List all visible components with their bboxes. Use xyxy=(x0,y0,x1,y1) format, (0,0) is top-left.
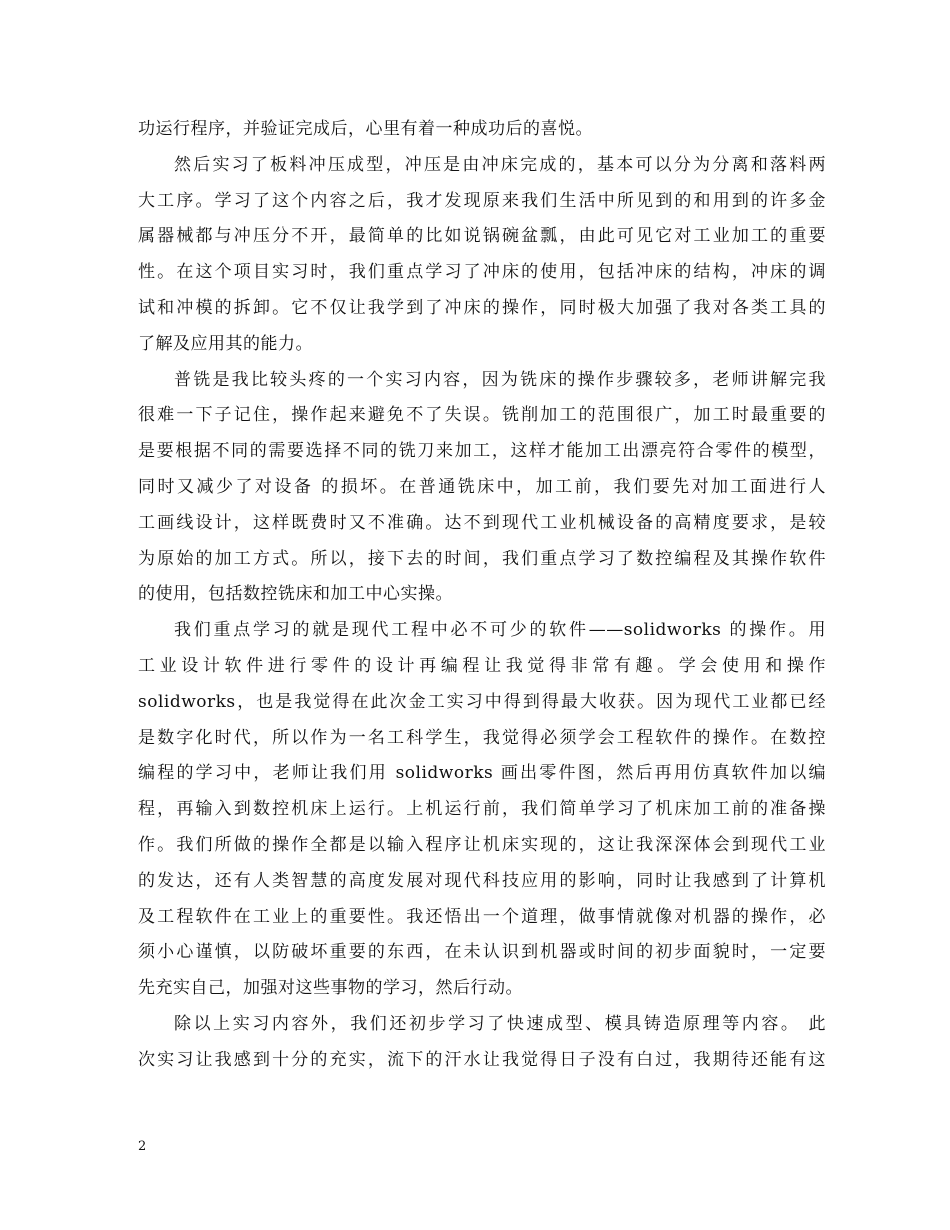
text-line: 性。在这个项目实习时，我们重点学习了冲床的使用，包括冲床的结构，冲床的调 xyxy=(138,262,826,283)
text-line: 次实习让我感到十分的充实，流下的汗水让我觉得日子没有白过，我期待还能有这 xyxy=(138,1049,826,1070)
text-line: 普铣是我比较头疼的一个实习内容，因为铣床的操作步骤较多，老师讲解完我 xyxy=(174,369,826,390)
text-line: 及工程软件在工业上的重要性。我还悟出一个道理，做事情就像对机器的操作，必 xyxy=(138,906,826,927)
text-line: 的使用，包括数控铣床和加工中心实操。 xyxy=(138,584,453,605)
text-line: 是数字化时代，所以作为一名工科学生，我觉得必须学会工程软件的操作。在数控 xyxy=(138,727,826,748)
text-line: 除以上实习内容外，我们还初步学习了快速成型、模具铸造原理等内容。 此 xyxy=(174,1013,826,1034)
text-line: 是要根据不同的需要选择不同的铣刀来加工，这样才能加工出漂亮符合零件的模型， xyxy=(138,441,826,462)
text-line: 我们重点学习的就是现代工程中必不可少的软件——solidworks 的操作。用 xyxy=(174,620,826,641)
text-line: 了解及应用其的能力。 xyxy=(138,333,313,354)
text-line: 为原始的加工方式。所以，接下去的时间，我们重点学习了数控编程及其操作软件 xyxy=(138,548,826,569)
text-line: 作。我们所做的操作全都是以输入程序让机床实现的，这让我深深体会到现代工业 xyxy=(138,834,826,855)
text-line: 大工序。学习了这个内容之后，我才发现原来我们生活中所见到的和用到的许多金 xyxy=(138,190,826,211)
page-number: 2 xyxy=(138,1139,147,1154)
text-line: 然后实习了板料冲压成型，冲压是由冲床完成的，基本可以分为分离和落料两 xyxy=(174,154,826,175)
text-line: 的发达，还有人类智慧的高度发展对现代科技应用的影响，同时让我感到了计算机 xyxy=(138,870,826,891)
text-line: 先充实自己，加强对这些事物的学习，然后行动。 xyxy=(138,978,523,999)
text-line: 须小心谨慎，以防破坏重要的东西，在未认识到机器或时间的初步面貌时，一定要 xyxy=(138,942,826,963)
text-line: 同时又减少了对设备 的损坏。在普通铣床中，加工前，我们要先对加工面进行人 xyxy=(138,476,826,497)
text-line: 工业设计软件进行零件的设计再编程让我觉得非常有趣。学会使用和操作 xyxy=(138,655,826,676)
text-line: 编程的学习中，老师让我们用 solidworks 画出零件图，然后再用仿真软件加以编 xyxy=(138,763,826,784)
text-line: solidworks，也是我觉得在此次金工实习中得到得最大收获。因为现代工业都已经 xyxy=(138,691,826,712)
body-text xyxy=(138,112,826,1079)
text-line: 功运行程序，并验证完成后，心里有着一种成功后的喜悦。 xyxy=(138,119,593,139)
text-line: 工画线设计，这样既费时又不准确。达不到现代工业机械设备的高精度要求，是较 xyxy=(138,512,826,533)
text-line: 程，再输入到数控机床上运行。上机运行前，我们简单学习了机床加工前的准备操 xyxy=(138,799,826,820)
text-line: 属器械都与冲压分不开，最简单的比如说锅碗盆瓢，由此可见它对工业加工的重要 xyxy=(138,226,826,247)
text-line: 试和冲模的拆卸。它不仅让我学到了冲床的操作，同时极大加强了我对各类工具的 xyxy=(138,297,826,318)
text-line: 很难一下子记住，操作起来避免不了失误。铣削加工的范围很广，加工时最重要的 xyxy=(138,405,826,426)
